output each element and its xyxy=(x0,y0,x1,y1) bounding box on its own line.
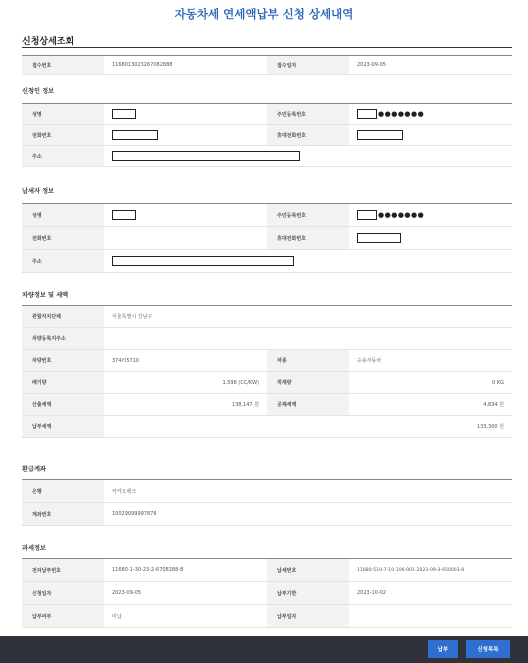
taxpayer-rrn-label: 주민등록번호 xyxy=(267,204,349,226)
vehicle-cc-value: 1,598 (CC/KW) xyxy=(222,379,259,386)
tax-row-3 xyxy=(22,605,512,628)
applicant-name-value xyxy=(104,104,267,124)
vehicle-deduct-value: 4,834 원 xyxy=(483,402,504,408)
applicant-rrn-value xyxy=(349,104,512,124)
masked-address xyxy=(112,151,300,161)
tax-paid-label: 납부여부 xyxy=(22,605,104,627)
tax-table xyxy=(22,558,512,628)
taxpayer-rrn-value xyxy=(349,204,512,226)
masked-phone xyxy=(112,130,158,140)
taxpayer-name-value xyxy=(104,204,267,226)
masked-rrn xyxy=(357,210,377,220)
vehicle-office-value: 서울특별시 강남구 xyxy=(112,314,153,320)
vehicle-type-label: 차종 xyxy=(267,350,349,371)
tax-due-value: 2023-10-02 xyxy=(357,590,387,596)
tax-paydate-value xyxy=(349,605,512,627)
taxpayer-name-label: 성명 xyxy=(22,204,104,226)
vehicle-deduct-label: 공제세액 xyxy=(267,394,349,415)
vehicle-section-title: 차량정보 및 세액 xyxy=(22,292,69,299)
pay-button[interactable]: 납부 xyxy=(428,640,458,658)
refund-bank-value: 카카오뱅크 xyxy=(112,488,137,495)
applicant-row-2 xyxy=(22,125,512,146)
tax-taxno-value: 11680-510-7-10-106-001-2023-09-3-650003-8 xyxy=(357,567,465,573)
vehicle-pay-value: 133,300 원 xyxy=(476,424,504,430)
tax-section-title: 과세정보 xyxy=(22,545,46,552)
masked-mobile xyxy=(357,233,401,243)
masked-address xyxy=(112,256,294,266)
vehicle-row-3 xyxy=(22,350,512,372)
tax-apply-label: 신청일자 xyxy=(22,582,104,604)
receipt-table xyxy=(22,55,512,75)
vehicle-row-4 xyxy=(22,372,512,394)
vehicle-plate-label: 차량번호 xyxy=(22,350,104,371)
vehicle-row-6 xyxy=(22,416,512,438)
receipt-row xyxy=(22,56,512,75)
receipt-date-label: 접수일자 xyxy=(267,56,349,74)
taxpayer-address-label: 주소 xyxy=(22,250,104,272)
applicant-phone-label: 전화번호 xyxy=(22,125,104,145)
taxpayer-row-2 xyxy=(22,227,512,250)
receipt-date-value: 2023-09-05 xyxy=(357,62,387,68)
taxpayer-row-3 xyxy=(22,250,512,273)
taxpayer-address-value xyxy=(104,250,512,272)
applicant-section-title: 신청인 정보 xyxy=(22,88,55,95)
applicant-mobile-label: 휴대전화번호 xyxy=(267,125,349,145)
masked-rrn xyxy=(357,109,377,119)
masked-name xyxy=(112,210,136,220)
refund-table xyxy=(22,479,512,526)
refund-row-2 xyxy=(22,503,512,526)
receipt-no-label: 접수번호 xyxy=(22,56,104,74)
vehicle-table xyxy=(22,305,512,438)
vehicle-row-5 xyxy=(22,394,512,416)
tax-paid-value: 미납 xyxy=(112,613,122,620)
vehicle-row-2 xyxy=(22,328,512,350)
applicant-row-1 xyxy=(22,104,512,125)
main-heading-rule xyxy=(22,47,512,48)
taxpayer-section-title: 납세자 정보 xyxy=(22,188,55,195)
page-title: 자동차세 연세액납부 신청 상세내역 xyxy=(174,7,354,21)
applicant-address-label: 주소 xyxy=(22,146,104,166)
refund-section-title: 환급계좌 xyxy=(22,466,46,473)
vehicle-office-label: 관할자치단체 xyxy=(22,306,104,327)
applicant-table xyxy=(22,103,512,167)
vehicle-pay-label: 납부세액 xyxy=(22,416,104,437)
main-heading: 신청상세조회 xyxy=(22,37,75,47)
receipt-no-value: 1168013023267082888 xyxy=(112,62,173,68)
refund-account-value: 10029099997878 xyxy=(112,511,157,517)
tax-due-label: 납부기한 xyxy=(267,582,349,604)
vehicle-cc-label: 배기량 xyxy=(22,372,104,393)
tax-elec-value: 11680-1-30-23-2-6708288-8 xyxy=(112,567,184,573)
vehicle-load-value: 0 KG xyxy=(492,379,504,386)
vehicle-reg-addr-value xyxy=(104,328,512,349)
vehicle-calc-value: 138,147 원 xyxy=(231,402,259,408)
applicant-row-3 xyxy=(22,146,512,167)
tax-paydate-label: 납부일자 xyxy=(267,605,349,627)
rrn-dots: ●●●●●●● xyxy=(378,211,425,219)
refund-account-label: 계좌번호 xyxy=(22,503,104,525)
vehicle-calc-label: 산출세액 xyxy=(22,394,104,415)
tax-elec-label: 전자납부번호 xyxy=(22,559,104,581)
applicant-rrn-label: 주민등록번호 xyxy=(267,104,349,124)
vehicle-row-1 xyxy=(22,306,512,328)
vehicle-type-value: 승용자동차 xyxy=(357,358,382,364)
rrn-dots: ●●●●●●● xyxy=(378,110,425,118)
tax-apply-value: 2023-09-05 xyxy=(112,590,142,596)
taxpayer-phone-value xyxy=(104,227,267,249)
refund-row-1 xyxy=(22,480,512,503)
taxpayer-mobile-value xyxy=(349,227,512,249)
footer-action-bar xyxy=(0,636,528,663)
tax-row-2 xyxy=(22,582,512,605)
masked-mobile xyxy=(357,130,403,140)
applicant-name-label: 성명 xyxy=(22,104,104,124)
vehicle-load-label: 적재량 xyxy=(267,372,349,393)
applicant-mobile-value xyxy=(349,125,512,145)
taxpayer-table xyxy=(22,203,512,273)
application-list-button[interactable]: 신청목록 xyxy=(466,640,510,658)
refund-bank-label: 은행 xyxy=(22,480,104,502)
tax-taxno-label: 납세번호 xyxy=(267,559,349,581)
masked-name xyxy=(112,109,136,119)
taxpayer-row-1 xyxy=(22,204,512,227)
vehicle-reg-addr-label: 차량등록지주소 xyxy=(22,328,104,349)
applicant-phone-value xyxy=(104,125,267,145)
taxpayer-phone-label: 전화번호 xyxy=(22,227,104,249)
vehicle-plate-value: 374러5710 xyxy=(112,358,140,364)
taxpayer-mobile-label: 휴대전화번호 xyxy=(267,227,349,249)
tax-row-1 xyxy=(22,559,512,582)
applicant-address-value xyxy=(104,146,512,166)
